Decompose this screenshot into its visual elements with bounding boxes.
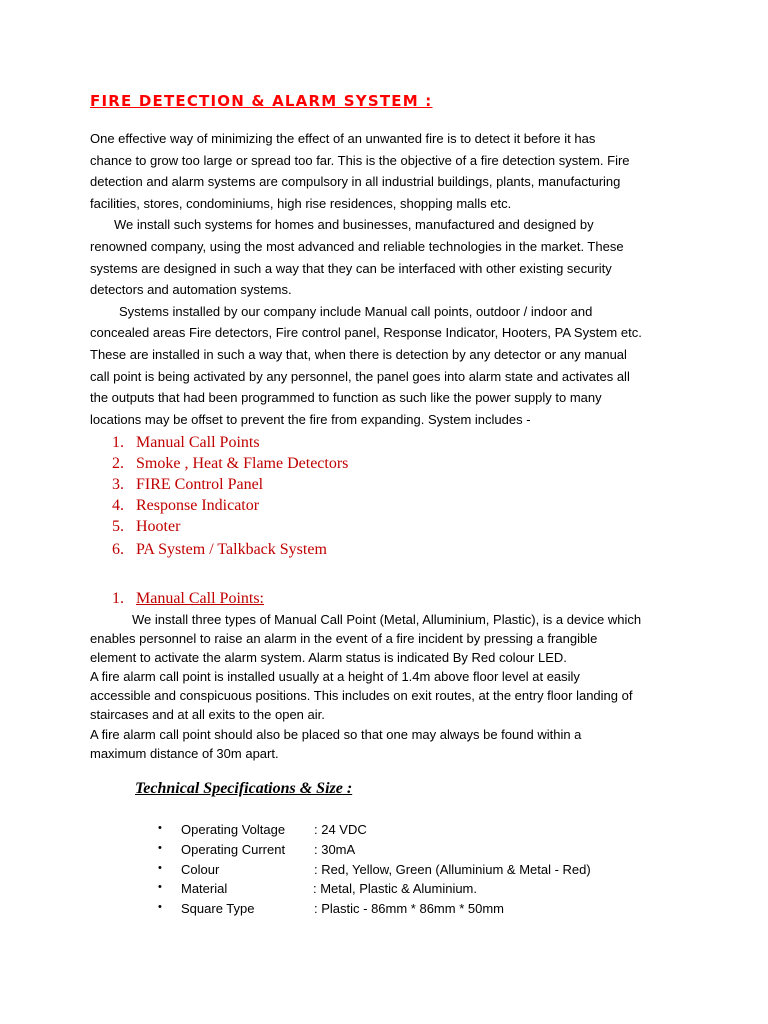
paragraph-line: One effective way of minimizing the effect of an unwanted fire is to detect it before it has	[90, 131, 596, 146]
paragraph-line: the outputs that had been programmed to function as such like the power supply to many	[90, 390, 602, 406]
list-item	[112, 434, 260, 452]
paragraph-line: enables personnel to raise an alarm in the event of a fire incident by pressing a frangible	[90, 631, 598, 647]
intro-paragraph	[90, 128, 690, 430]
paragraph-line: A fire alarm call point is installed usually at a height of 1.4m above floor level at easily	[90, 669, 580, 685]
paragraph-line: chance to grow too large or spread too far. This is the objective of a fire detection system. Fire	[90, 152, 630, 168]
paragraph-line: concealed areas Fire detectors, Fire control panel, Response Indicator, Hooters, PA System etc.	[90, 325, 642, 341]
list-number: 5.	[112, 518, 124, 535]
spec-value: : Metal, Plastic & Aluminium.	[313, 881, 477, 896]
paragraph-line: We install such systems for homes and businesses, manufactured and designed by	[114, 217, 594, 233]
list-number: 1.	[112, 434, 124, 451]
spec-key: Colour	[181, 862, 220, 877]
paragraph-line: staircases and at all exits to the open air.	[90, 707, 325, 723]
list-item	[112, 497, 259, 515]
paragraph-line: renowned company, using the most advanced and reliable technologies in the market. These	[90, 238, 624, 254]
section-number: 1.	[112, 590, 124, 607]
paragraph-line: accessible and conspicuous positions. This includes on exit routes, at the entry floor landing of	[90, 688, 633, 704]
list-label: Manual Call Points	[136, 434, 260, 451]
list-number: 6.	[112, 541, 124, 558]
paragraph-line: A fire alarm call point should also be placed so that one may always be found within a	[90, 726, 582, 742]
paragraph-line: detection and alarm systems are compulsory in all industrial buildings, plants, manufacturing	[90, 174, 621, 190]
spec-value: : Red, Yellow, Green (Alluminium & Metal - Red)	[314, 862, 591, 877]
list-label: FIRE Control Panel	[136, 476, 264, 493]
section-heading-text: Manual Call Points:	[136, 590, 264, 607]
bullet-icon: •	[158, 842, 162, 854]
bullet-icon: •	[158, 881, 162, 893]
paragraph-line: These are installed in such a way that, when there is detection by any detector or any manual	[90, 346, 627, 362]
list-label: PA System / Talkback System	[136, 541, 327, 558]
paragraph-line: facilities, stores, condominiums, high rise residences, shopping malls etc.	[90, 195, 512, 211]
list-number: 3.	[112, 476, 124, 493]
list-item	[112, 455, 348, 473]
bullet-icon: •	[158, 901, 162, 913]
spec-value: : 24 VDC	[314, 822, 367, 837]
list-item	[112, 476, 263, 494]
paragraph-line: Systems installed by our company include Manual call points, outdoor / indoor and	[119, 303, 593, 319]
spec-key: Operating Voltage	[181, 822, 286, 837]
list-number: 2.	[112, 455, 124, 472]
list-label: Hooter	[136, 518, 181, 535]
spec-title: Technical Specifications & Size :	[135, 780, 353, 797]
spec-key: Square Type	[181, 901, 255, 916]
paragraph-line: element to activate the alarm system. Alarm status is indicated By Red colour LED.	[90, 650, 567, 666]
section-paragraph	[90, 610, 641, 763]
document-title: FIRE DETECTION & ALARM SYSTEM :	[90, 92, 433, 110]
list-label: Smoke , Heat & Flame Detectors	[136, 455, 349, 472]
paragraph-line: We install three types of Manual Call Point (Metal, Alluminium, Plastic), is a device which	[132, 612, 642, 627]
paragraph-line: detectors and automation systems.	[90, 282, 292, 298]
paragraph-line: call point is being activated by any personnel, the panel goes into alarm state and activates all	[90, 368, 630, 384]
list-item	[112, 518, 180, 536]
bullet-icon: •	[158, 822, 162, 834]
spec-value: : Plastic - 86mm * 86mm * 50mm	[314, 901, 504, 916]
paragraph-line: maximum distance of 30m apart.	[90, 745, 279, 761]
list-label: Response Indicator	[136, 497, 260, 514]
spec-key: Operating Current	[181, 842, 286, 857]
paragraph-line: systems are designed in such a way that they can be interfaced with other existing security	[90, 260, 612, 276]
bullet-icon: •	[158, 862, 162, 874]
paragraph-line: locations may be offset to prevent the fire from expanding. System includes -	[90, 411, 531, 427]
spec-key: Material	[181, 881, 228, 896]
spec-value: : 30mA	[314, 842, 356, 857]
list-number: 4.	[112, 497, 124, 514]
list-item	[112, 541, 327, 559]
section-heading-manual-call-points	[112, 590, 264, 608]
